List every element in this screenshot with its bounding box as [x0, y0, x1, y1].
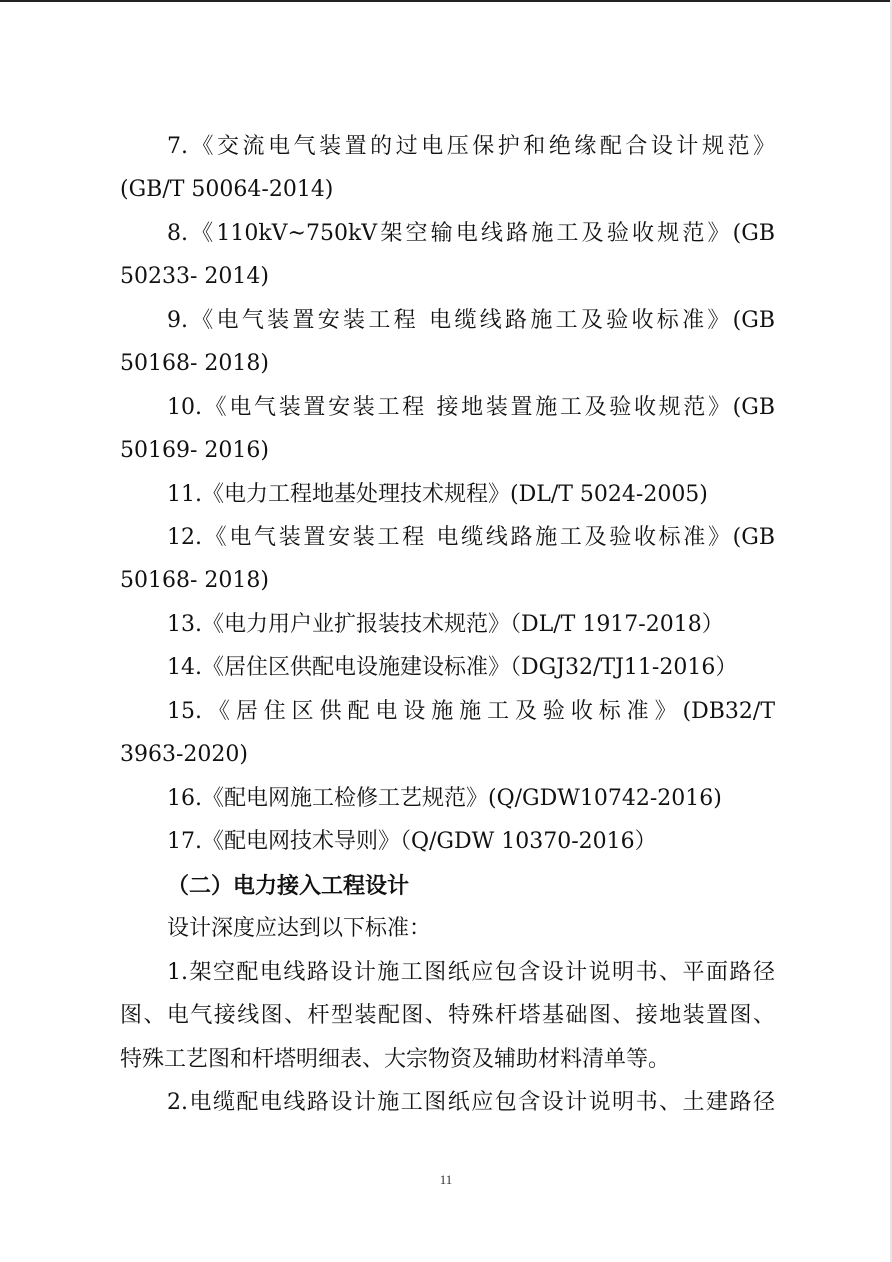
reference-10-line-2: 50169- 2016) [120, 438, 269, 463]
top-border [0, 0, 892, 2]
reference-14: 14.《居住区供配电设施建设标准》（DGJ32/TJ11-2016） [167, 655, 738, 680]
reference-12-line-2: 50168- 2018) [120, 568, 269, 593]
reference-7-line-2: (GB/T 50064-2014) [120, 177, 334, 202]
reference-17: 17.《配电网技术导则》（Q/GDW 10370-2016） [167, 829, 657, 854]
item-1-line-1: 1.架空配电线路设计施工图纸应包含设计说明书、平面路径 [167, 960, 775, 985]
reference-7-line-1: 7.《交流电气装置的过电压保护和绝缘配合设计规范》 [167, 134, 775, 159]
item-1-line-3: 特殊工艺图和杆塔明细表、大宗物资及辅助材料清单等。 [120, 1047, 671, 1072]
intro-paragraph: 设计深度应达到以下标准： [167, 916, 432, 941]
section-heading: （二）电力接入工程设计 [167, 873, 410, 899]
reference-8-line-1: 8.《110kV~750kV架空输电线路施工及验收规范》(GB [167, 221, 775, 246]
item-1-line-2: 图、电气接线图、杆型装配图、特殊杆塔基础图、接地装置图、 [120, 1003, 775, 1028]
reference-15-line-1: 15.《居住区供配电设施施工及验收标准》(DB32/T [167, 699, 775, 724]
reference-8-line-2: 50233- 2014) [120, 264, 269, 289]
reference-12-line-1: 12.《电气装置安装工程 电缆线路施工及验收标准》(GB [167, 525, 775, 550]
reference-10-line-1: 10.《电气装置安装工程 接地装置施工及验收规范》(GB [167, 395, 775, 420]
reference-9-line-1: 9.《电气装置安装工程 电缆线路施工及验收标准》(GB [167, 308, 775, 333]
reference-11: 11.《电力工程地基处理技术规程》(DL/T 5024-2005) [167, 482, 708, 507]
page-number: 11 [439, 1172, 453, 1187]
reference-15-line-2: 3963-2020) [120, 742, 248, 767]
reference-16: 16.《配电网施工检修工艺规范》(Q/GDW10742-2016) [167, 786, 722, 811]
item-2-line-1: 2.电缆配电线路设计施工图纸应包含设计说明书、土建路径 [167, 1090, 775, 1115]
reference-9-line-2: 50168- 2018) [120, 351, 269, 376]
reference-13: 13.《电力用户业扩报装技术规范》（DL/T 1917-2018） [167, 612, 724, 637]
